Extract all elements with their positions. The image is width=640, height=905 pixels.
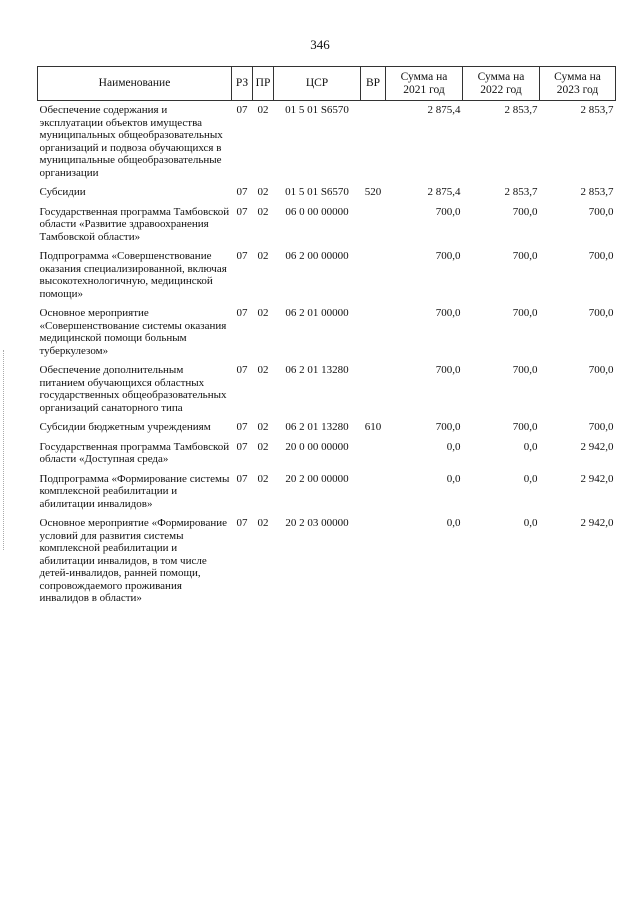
row-rz: 07	[236, 421, 248, 433]
row-rz: 07	[236, 250, 248, 262]
row-sum-2022: 700,0	[512, 205, 538, 218]
row-sum-2022: 700,0	[512, 307, 538, 319]
table-row	[38, 247, 616, 304]
row-sum-2023: 2 853,7	[580, 186, 614, 198]
row-rz: 07	[236, 440, 248, 453]
row-pr: 02	[257, 250, 269, 262]
row-name: Субсидии бюджетным учреждениям	[39, 421, 211, 433]
budget-table	[37, 66, 616, 609]
row-pr: 02	[257, 421, 269, 433]
row-pr: 02	[257, 104, 269, 116]
row-sum-2021: 0,0	[446, 517, 461, 529]
row-sum-2023: 2 942,0	[580, 440, 614, 453]
row-vr	[361, 514, 386, 609]
header-vr: ВР	[361, 67, 386, 101]
binding-margin-mark	[3, 350, 10, 550]
row-name: Обеспечение содержания и эксплуатации объектов имущества муниципальных общеобразовательных организаций и подвоза обучающихся в муниципальные общеобразовательные организации	[39, 104, 223, 179]
row-csr: 01 5 01 S6570	[285, 104, 349, 116]
row-csr: 20 2 03 00000	[285, 517, 349, 529]
row-pr: 02	[257, 205, 269, 218]
page-number: 346	[310, 37, 330, 52]
row-sum-2021: 0,0	[446, 472, 461, 485]
row-name: Государственная программа Тамбовской области «Развитие здравоохранения Тамбовской области»	[39, 205, 230, 243]
table-row	[38, 101, 616, 184]
header-sum-2021: Сумма на 2021 год	[386, 67, 463, 101]
row-sum-2021: 700,0	[435, 364, 461, 376]
row-csr: 06 2 01 00000	[285, 307, 349, 319]
header-sum-2022: Сумма на 2022 год	[463, 67, 540, 101]
row-sum-2023: 2 942,0	[580, 517, 614, 529]
row-sum-2022: 700,0	[512, 250, 538, 262]
row-sum-2023: 2 853,7	[580, 104, 614, 116]
header-name: Наименование	[38, 67, 232, 101]
row-name: Подпрограмма «Формирование системы комплексной реабилитации и абилитации инвалидов»	[39, 472, 230, 510]
row-sum-2022: 0,0	[523, 472, 538, 485]
row-vr	[361, 304, 386, 361]
row-name: Субсидии	[39, 186, 86, 198]
row-sum-2022: 0,0	[523, 517, 538, 529]
table-row	[38, 304, 616, 361]
row-csr: 20 0 00 00000	[285, 440, 349, 453]
row-vr	[361, 101, 386, 184]
row-rz: 07	[236, 205, 248, 218]
header-rz: РЗ	[232, 67, 253, 101]
table-row	[38, 514, 616, 609]
row-sum-2022: 700,0	[512, 421, 538, 433]
table-header-row	[38, 67, 616, 101]
row-vr	[361, 247, 386, 304]
row-name: Основное мероприятие «Формирование условий для развития системы комплексной реабилитации и абилитации инвалидов, в том числе детей-инвалидов, ранней помощи, сопровождаемого проживания инвалидов в области»	[39, 517, 228, 604]
row-name: Основное мероприятие «Совершенствование системы оказания медицинской помощи больным туберкулезом»	[39, 307, 227, 357]
row-vr	[361, 438, 386, 470]
table-row	[38, 183, 616, 203]
row-rz: 07	[236, 472, 248, 485]
row-vr	[361, 203, 386, 248]
row-sum-2021: 700,0	[435, 421, 461, 433]
row-sum-2022: 2 853,7	[504, 186, 538, 198]
row-sum-2021: 2 875,4	[427, 186, 461, 198]
row-csr: 01 5 01 S6570	[285, 186, 349, 198]
row-csr: 06 0 00 00000	[285, 205, 349, 218]
row-name: Подпрограмма «Совершенствование оказания специализированной, включая высокотехнологичную, медицинской помощи»	[39, 250, 227, 300]
table-row	[38, 203, 616, 248]
row-sum-2022: 700,0	[512, 364, 538, 376]
row-sum-2021: 700,0	[435, 205, 461, 218]
row-sum-2021: 700,0	[435, 250, 461, 262]
row-sum-2023: 700,0	[588, 250, 614, 262]
row-vr: 520	[364, 186, 382, 198]
row-sum-2021: 700,0	[435, 307, 461, 319]
header-csr: ЦСР	[274, 67, 361, 101]
row-sum-2023: 700,0	[588, 307, 614, 319]
table-row	[38, 418, 616, 438]
row-rz: 07	[236, 307, 248, 319]
row-pr: 02	[257, 364, 269, 376]
row-name: Обеспечение дополнительным питанием обучающихся областных государственных общеобразовательных организаций санаторного типа	[39, 364, 227, 414]
row-name: Государственная программа Тамбовской области «Доступная среда»	[39, 440, 230, 465]
row-sum-2021: 0,0	[446, 440, 461, 453]
row-pr: 02	[257, 517, 269, 529]
header-sum-2023: Сумма на 2023 год	[540, 67, 616, 101]
row-sum-2021: 2 875,4	[427, 104, 461, 116]
row-pr: 02	[257, 440, 269, 453]
header-pr: ПР	[253, 67, 274, 101]
row-vr	[361, 361, 386, 418]
row-sum-2023: 700,0	[588, 205, 614, 218]
row-sum-2023: 700,0	[588, 364, 614, 376]
row-vr	[361, 470, 386, 515]
row-pr: 02	[257, 472, 269, 485]
row-csr: 06 2 01 13280	[285, 421, 349, 433]
row-csr: 20 2 00 00000	[285, 472, 349, 485]
row-sum-2023: 2 942,0	[580, 472, 614, 485]
row-vr: 610	[364, 421, 382, 433]
row-csr: 06 2 00 00000	[285, 250, 349, 262]
row-pr: 02	[257, 186, 269, 198]
row-rz: 07	[236, 104, 248, 116]
row-sum-2022: 2 853,7	[504, 104, 538, 116]
table-row	[38, 470, 616, 515]
row-rz: 07	[236, 186, 248, 198]
table-row	[38, 438, 616, 470]
row-rz: 07	[236, 517, 248, 529]
row-rz: 07	[236, 364, 248, 376]
row-csr: 06 2 01 13280	[285, 364, 349, 376]
row-sum-2023: 700,0	[588, 421, 614, 433]
row-sum-2022: 0,0	[523, 440, 538, 453]
table-row	[38, 361, 616, 418]
row-pr: 02	[257, 307, 269, 319]
